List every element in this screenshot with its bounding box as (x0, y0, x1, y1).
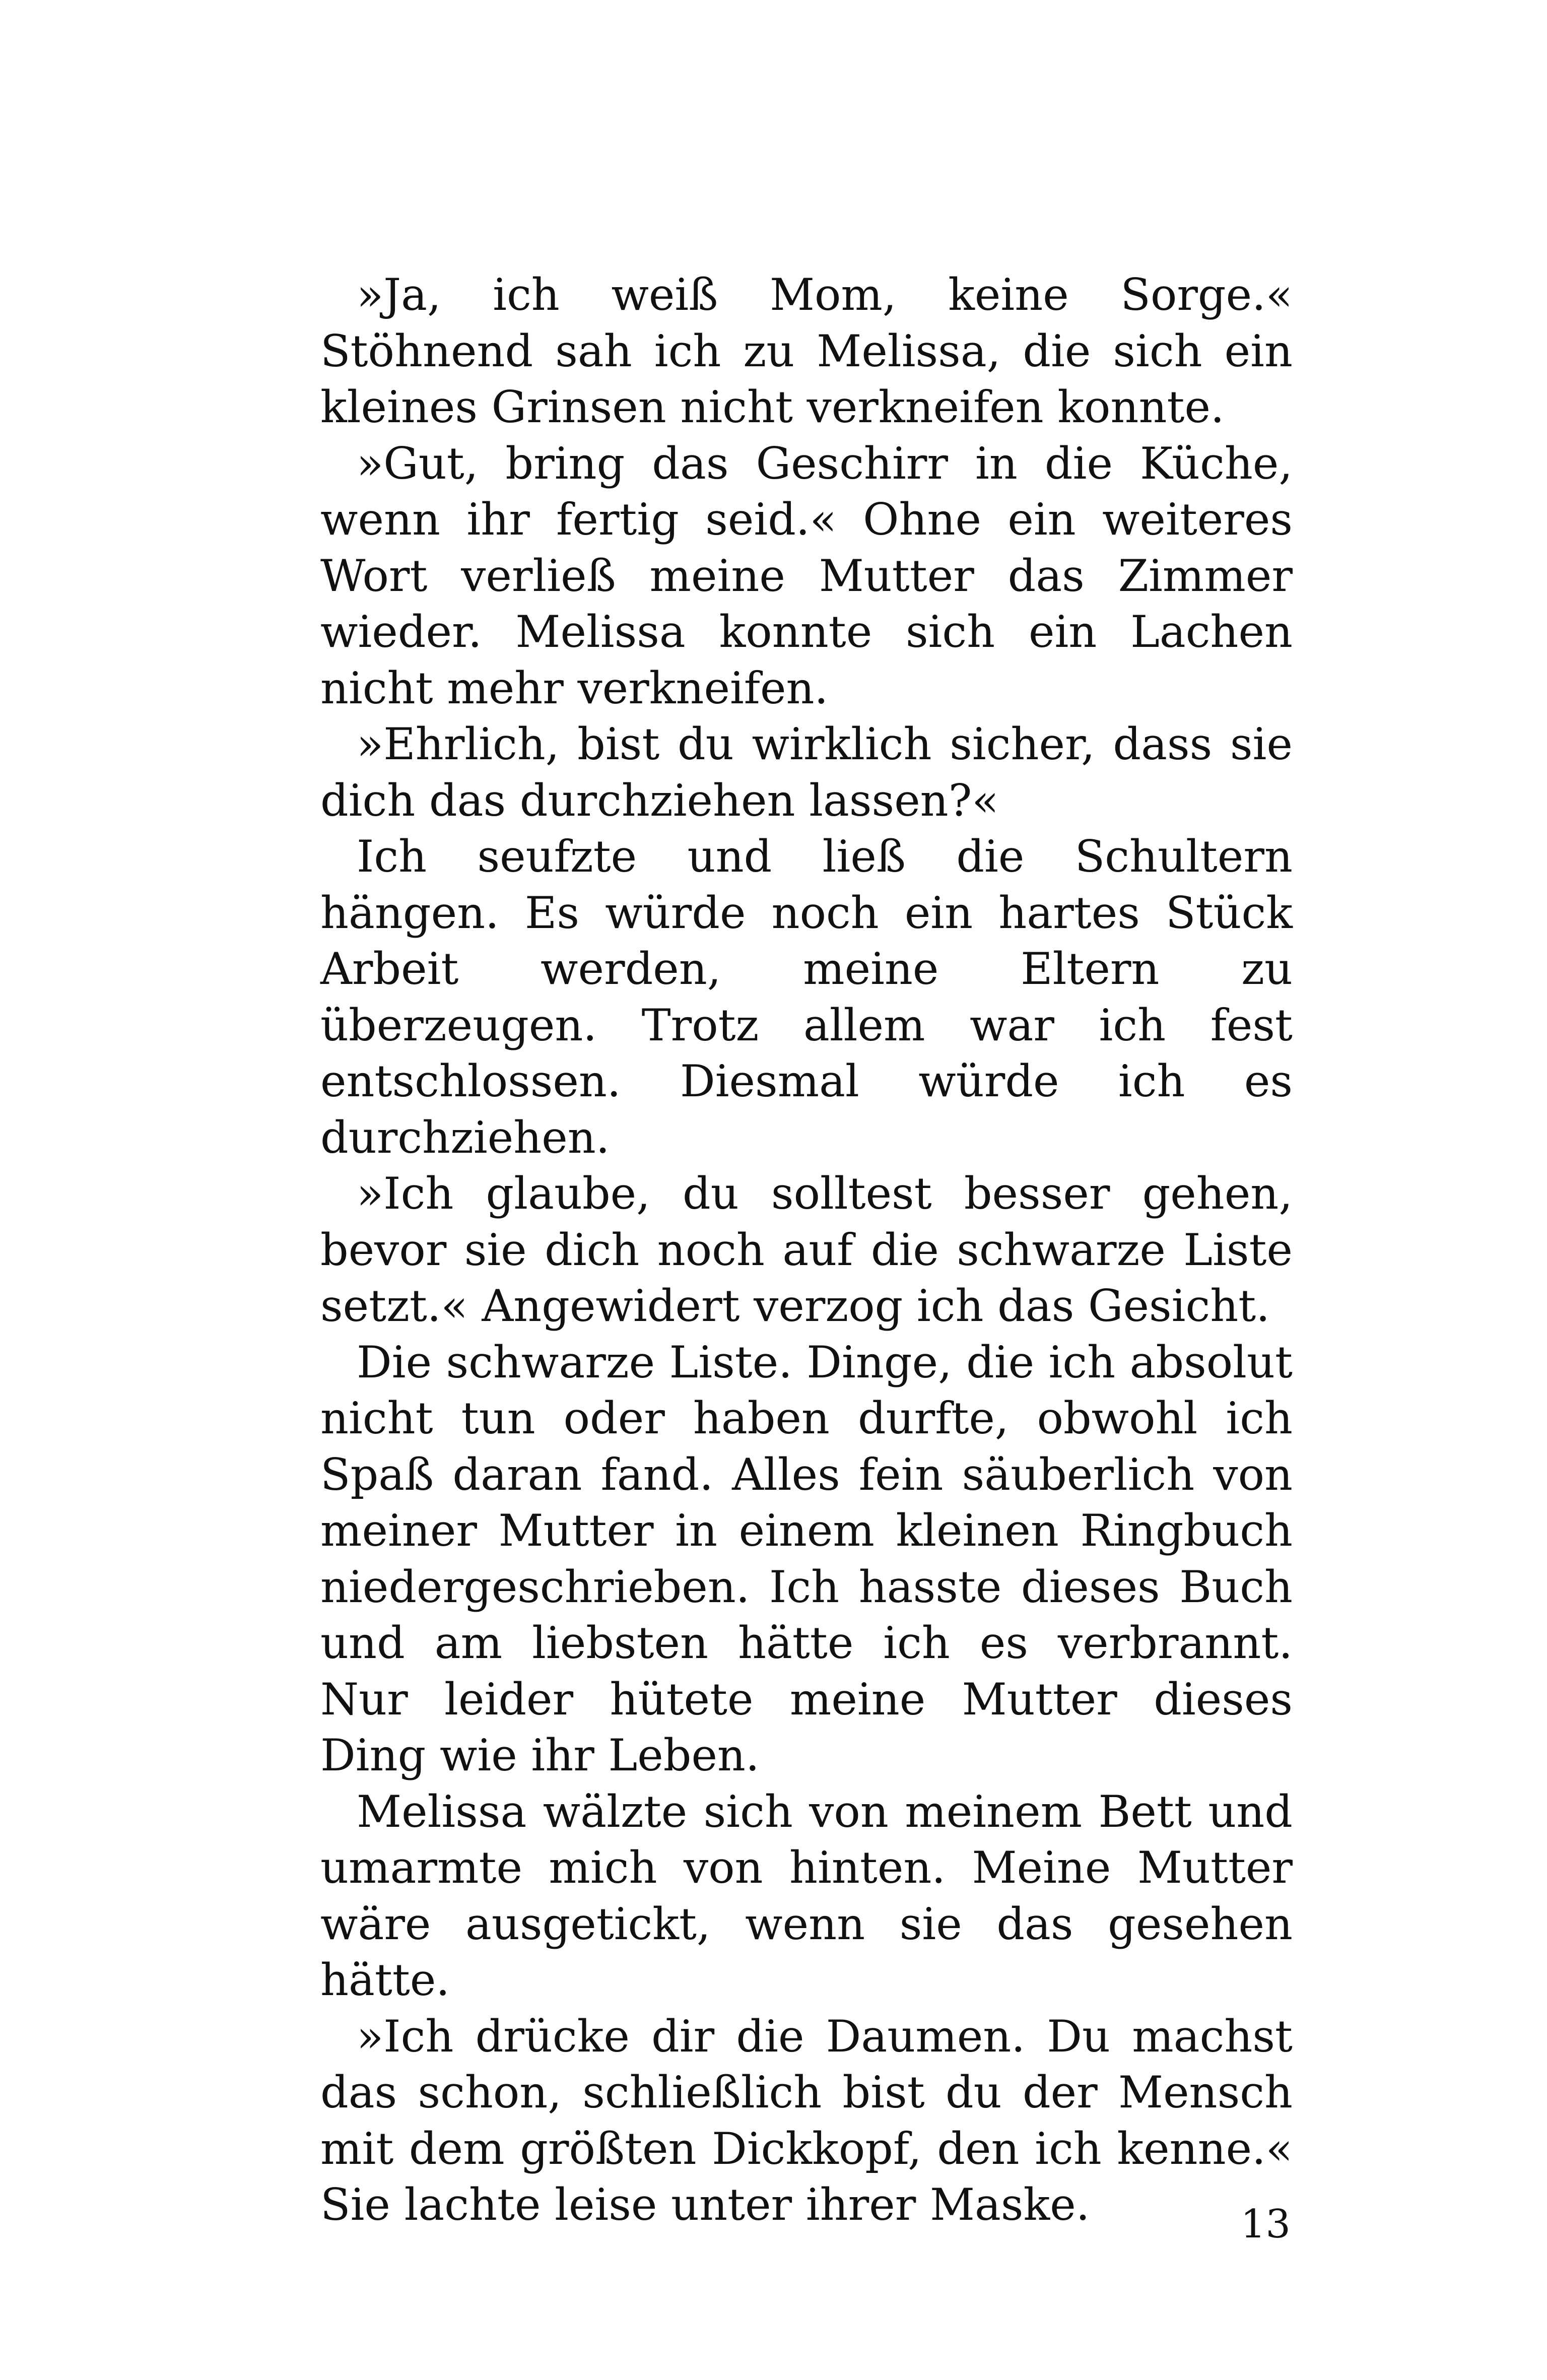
page-number: 13 (1240, 2202, 1291, 2247)
paragraph: »Ehrlich, bist du wirklich sicher, dass sie dich das durchziehen lassen?« (320, 718, 1293, 826)
paragraph: Melissa wälzte sich von meinem Bett und umarmte mich von hinten. Meine Mutter wäre ausgetickt, wenn sie das gesehen hätte. (320, 1786, 1293, 2006)
body-text (320, 267, 1293, 2233)
paragraph: »Gut, bring das Geschirr in die Küche, wenn ihr fertig seid.« Ohne ein weiteres Wort verließ meine Mutter das Zimmer wieder. Melissa konnte sich ein Lachen nicht mehr verkneifen. (320, 437, 1293, 714)
paragraph: »Ich drücke dir die Daumen. Du machst das schon, schließlich bist du der Mensch mit dem größten Dickkopf, den ich kenne.« Sie lachte leise unter ihrer Maske. (320, 2010, 1293, 2230)
paragraph: »Ja, ich weiß Mom, keine Sorge.« Stöhnend sah ich zu Melissa, die sich ein kleines Grinsen nicht verkneifen konnte. (320, 269, 1293, 433)
paragraph: »Ich glaube, du solltest besser gehen, bevor sie dich noch auf die schwarze Liste setzt.« Angewidert verzog ich das Gesicht. (320, 1168, 1293, 1332)
paragraph: Ich seufzte und ließ die Schultern hängen. Es würde noch ein hartes Stück Arbeit werden, meine Eltern zu überzeugen. Trotz allem war ich fest entschlossen. Diesmal würde ich es durchziehen. (320, 831, 1293, 1163)
paragraph: Die schwarze Liste. Dinge, die ich absolut nicht tun oder haben durfte, obwohl ich Spaß daran fand. Alles fein säuberlich von meiner Mutter in einem kleinen Ringbuch niedergeschrieben. Ich hasste dieses Buch und am liebsten hätte ich es verbrannt. Nur leider hütete meine Mutter dieses Ding wie ihr Leben. (320, 1336, 1293, 1781)
